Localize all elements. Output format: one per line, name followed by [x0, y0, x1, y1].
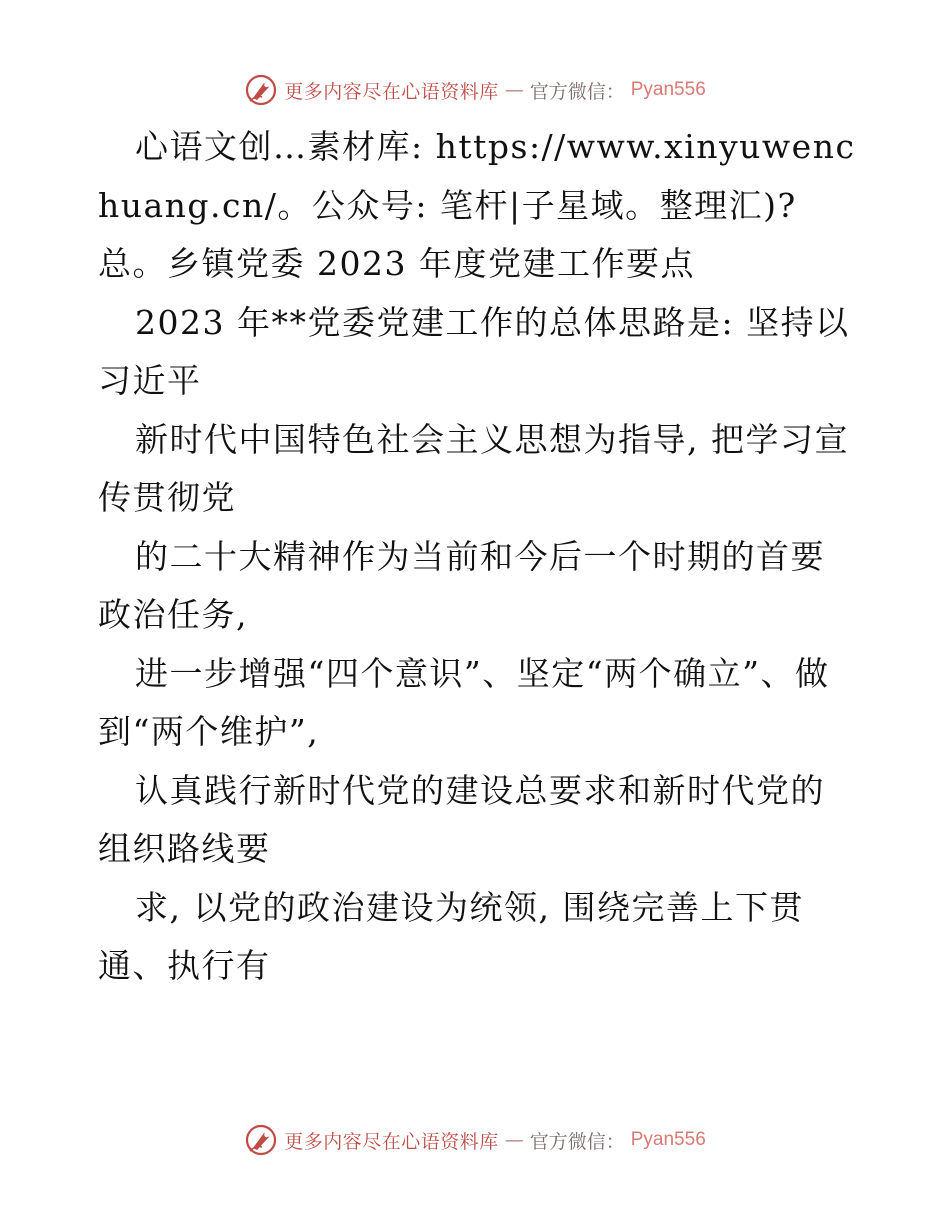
watermark-wechat-id: Pyan556: [630, 1129, 706, 1150]
footer-watermark: [0, 1120, 950, 1160]
watermark-wechat-label: 官方微信：: [529, 1130, 625, 1153]
watermark-site-text: 更多内容尽在心语资料库: [284, 1130, 499, 1153]
paragraph-4: 的二十大精神作为当前和今后一个时期的首要政治任务,: [98, 536, 825, 634]
document-body: [98, 118, 858, 996]
watermark-dash: —: [504, 1129, 524, 1151]
paragraph-3: 新时代中国特色社会主义思想为指导, 把学习宣传贯彻党: [98, 419, 849, 517]
watermark-wechat-label: 官方微信：: [529, 80, 625, 103]
paragraph-2: 2023 年**党委党建工作的总体思路是: 坚持以习近平: [98, 302, 850, 400]
watermark-site-text: 更多内容尽在心语资料库: [284, 80, 499, 103]
paragraph-5: 进一步增强“四个意识”、坚定“两个确立”、做到“两个维护”,: [98, 653, 830, 751]
paragraph-7: 求, 以党的政治建设为统领, 围绕完善上下贯通、执行有: [98, 887, 804, 985]
header-watermark: [0, 70, 950, 110]
watermark-dash: —: [504, 79, 524, 101]
watermark-wechat-id: Pyan556: [630, 79, 706, 100]
paragraph-1: 心语文创…素材库: https://www.xinyuwenchuang.cn/。公众号: 笔杆|子星域。整理汇)?总。乡镇党委 2023 年度党建工作要点: [98, 127, 856, 283]
pen-nib-logo-icon: [244, 73, 278, 107]
pen-nib-logo-icon: [244, 1123, 278, 1157]
paragraph-6: 认真践行新时代党的建设总要求和新时代党的组织路线要: [98, 770, 825, 868]
